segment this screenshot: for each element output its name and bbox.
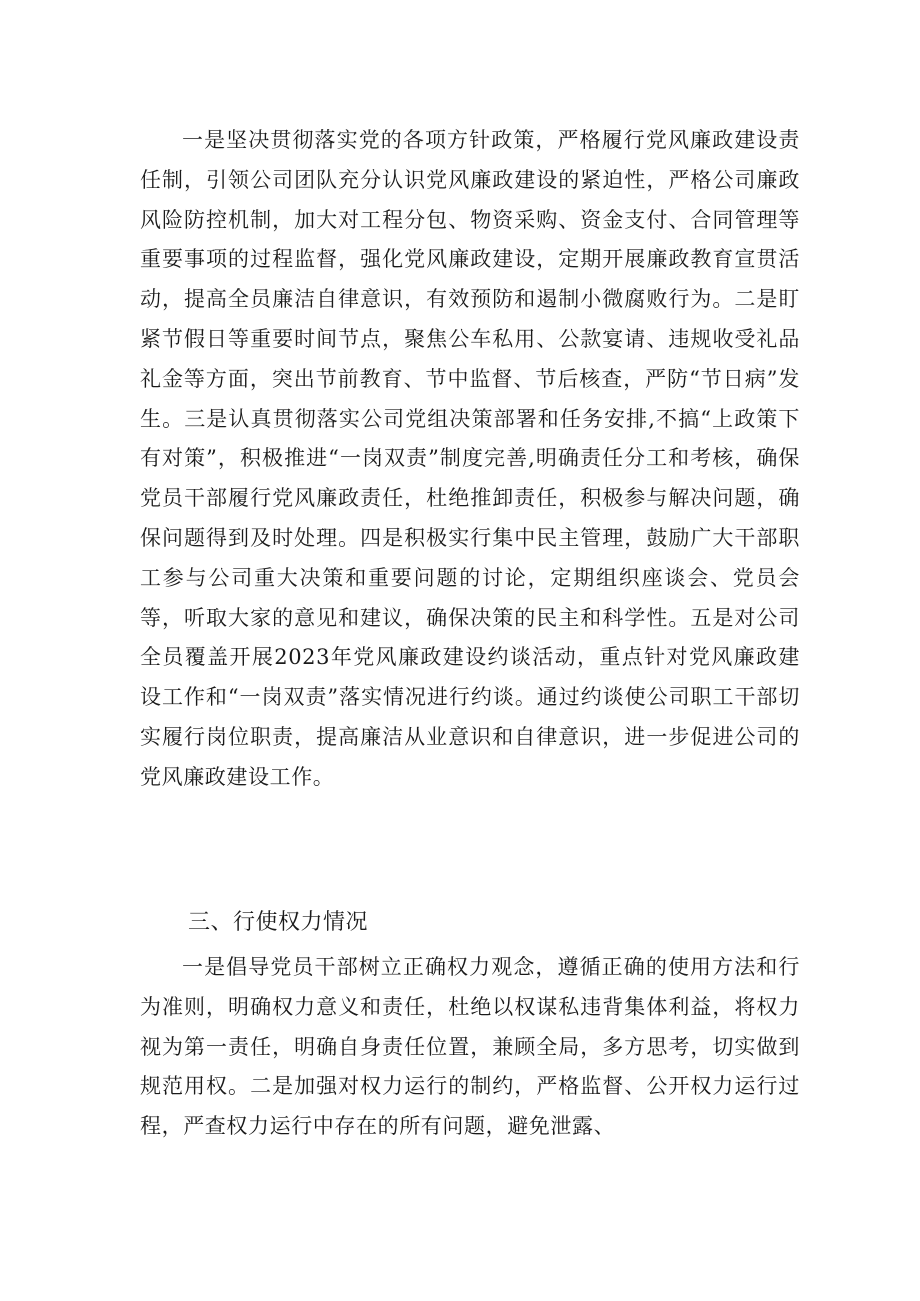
body-paragraph-2: 一是倡导党员干部树立正确权力观念，遵循正确的使用方法和行为准则，明确权力意义和责任，杜绝以权谋私违背集体利益，将权力视为第一责任，明确自身责任位置，兼顾全局，多方思考，切实做到规范用权。二是加强对权力运行的制约，严格监督、公开权力运行过程，严查权力运行中存在的所有问题，避免泄露、 (140, 955, 800, 1139)
body-paragraph-1: 一是坚决贯彻落实党的各项方针政策，严格履行党风廉政建设责任制，引领公司团队充分认识党风廉政建设的紧迫性，严格公司廉政风险防控机制，加大对工程分包、物资采购、资金支付、合同管理等重要事项的过程监督，强化党风廉政建设，定期开展廉政教育宣贯活动，提高全员廉洁自律意识，有效预防和遏制小微腐败行为。二是盯紧节假日等重要时间节点，聚焦公车私用、公款宴请、违规收受礼品礼金等方面，突出节前教育、节中监督、节后核查，严防“节日病”发生。三是认真贯彻落实公司党组决策部署和任务安排,不搞“上政策下有对策”，积极推进“一岗双责”制度完善,明确责任分工和考核，确保党员干部履行党风廉政责任，杜绝推卸责任，积极参与解决问题，确保问题得到及时处理。四是积极实行集中民主管理，鼓励广大干部职工参与公司重大决策和重要问题的讨论，定期组织座谈会、党员会等，听取大家的意见和建议，确保决策的民主和科学性。五是对公司全员覆盖开展2023年党风廉政建设约谈活动，重点针对党风廉政建设工作和“一岗双责”落实情况进行约谈。通过约谈使公司职工干部切实履行岗位职责，提高廉洁从业意识和自律意识，进一步促进公司的党风廉政建设工作。 (140, 128, 800, 789)
section-heading: 三、行使权力情况 (188, 910, 369, 935)
